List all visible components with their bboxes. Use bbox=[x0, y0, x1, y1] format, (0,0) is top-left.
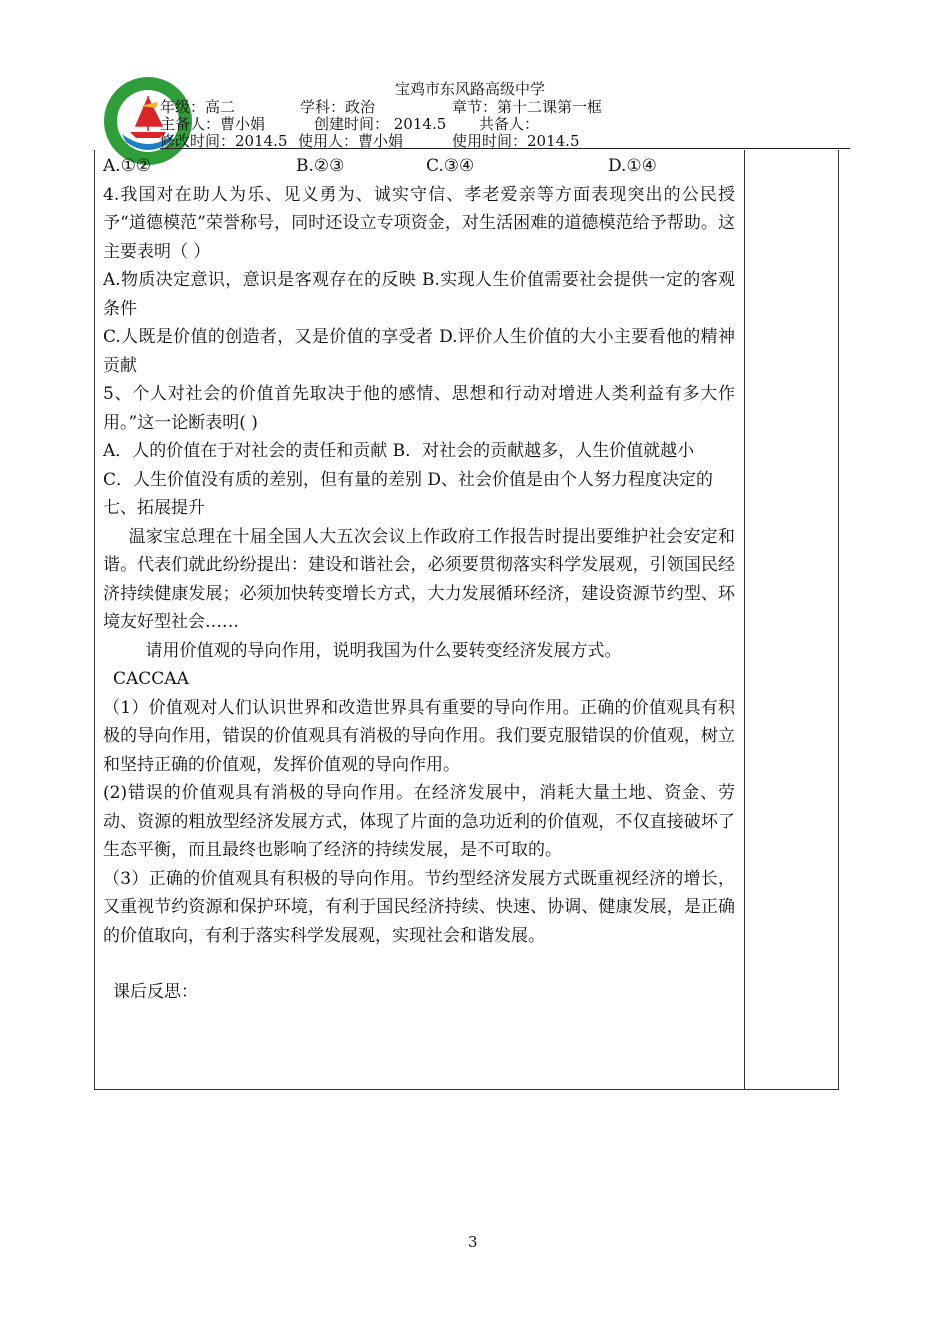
answer-3: （3）正确的价值观具有积极的导向作用。节约型经济发展方式既重视经济的增长，又重视节约资源和保护环境，有利于国民经济持续、快速、协调、健康发展，是正确的价值取向，有利于落实科学发展观，实现社会和谐发展。 bbox=[103, 868, 735, 946]
school-name: 宝鸡市东风路高级中学 bbox=[395, 80, 546, 98]
q5-stem: 5、个人对社会的价值首先取决于他的感情、思想和行动对增进人类利益有多大作用。”这一论断表明( ) bbox=[103, 384, 735, 433]
answer-2: (2)错误的价值观具有消极的导向作用。在经济发展中，消耗大量土地、资金、劳动、资源的粗放型经济发展方式，体现了片面的急功近利的价值观，不仅直接破坏了生态平衡，而且最终也影响了经济的持续发展，是不可取的。 bbox=[103, 783, 735, 860]
subject-label: 学科：政治 bbox=[300, 98, 376, 116]
q3-option-a: A.①② bbox=[103, 156, 152, 176]
q4-options-ab: A.物质决定意识，意识是客观存在的反映 B.实现人生价值需要社会提供一定的客观条件 bbox=[103, 270, 735, 319]
used-label: 使用时间：2014.5 bbox=[452, 132, 580, 150]
q5-options-cd: C．人生价值没有质的差别，但有量的差别 D、社会价值是由个人努力程度决定的 bbox=[103, 469, 714, 490]
user-label: 使用人：曹小娟 bbox=[298, 132, 404, 150]
q3-option-d: D.①④ bbox=[608, 156, 657, 176]
author-label: 主备人：曹小娟 bbox=[160, 115, 266, 133]
q3-options bbox=[103, 152, 735, 181]
question-paragraph: 请用价值观的导向作用，说明我国为什么要转变经济发展方式。 bbox=[145, 640, 622, 661]
answer-key: CACCAA bbox=[113, 669, 189, 689]
q3-option-b: B.②③ bbox=[296, 156, 345, 176]
header-rule bbox=[160, 148, 850, 149]
table-column-divider bbox=[744, 150, 745, 1090]
q3-option-c: C.③④ bbox=[426, 156, 475, 176]
page-number: 3 bbox=[468, 1233, 478, 1251]
modified-label: 修改时间：2014.5 bbox=[160, 132, 288, 150]
material-paragraph: 温家宝总理在十届全国人大五次会议上作政府工作报告时提出要维护社会安定和谐。代表们就此纷纷提出：建设和谐社会，必须要贯彻落实科学发展观，引领国民经济持续健康发展；必须加快转变增长方式，大力发展循环经济，建设资源节约型、环境友好型社会…… bbox=[103, 526, 735, 632]
grade-label: 年级：高二 bbox=[160, 98, 236, 116]
chapter-label: 章节：第十二课第一框 bbox=[452, 98, 603, 116]
main-content bbox=[103, 152, 735, 1007]
q5-options-ab: A．人的价值在于对社会的责任和贡献 B．对社会的贡献越多，人生价值就越小 bbox=[103, 441, 695, 461]
coauthors-label: 共备人： bbox=[479, 115, 540, 133]
reflection-label: 课后反思： bbox=[113, 982, 198, 1002]
q4-stem: 4.我国对在助人为乐、见义勇为、诚实守信、孝老爱亲等方面表现突出的公民授予“道德模范”荣誉称号，同时还设立专项资金，对生活困难的道德模范给予帮助。这主要表明（ ） bbox=[103, 184, 735, 262]
answer-1: （1）价值观对人们认识世界和改造世界具有重要的导向作用。正确的价值观具有积极的导向作用，错误的价值观具有消极的导向作用。我们要克服错误的价值观，树立和坚持正确的价值观，发挥价值观的导向作用。 bbox=[103, 697, 735, 775]
page-header bbox=[0, 0, 950, 160]
section-7-heading: 七、拓展提升 bbox=[103, 498, 205, 518]
q4-options-cd: C.人既是价值的创造者，又是价值的享受者 D.评价人生价值的大小主要看他的精神贡献 bbox=[103, 327, 735, 376]
created-label: 创建时间： 2014.5 bbox=[314, 115, 447, 133]
